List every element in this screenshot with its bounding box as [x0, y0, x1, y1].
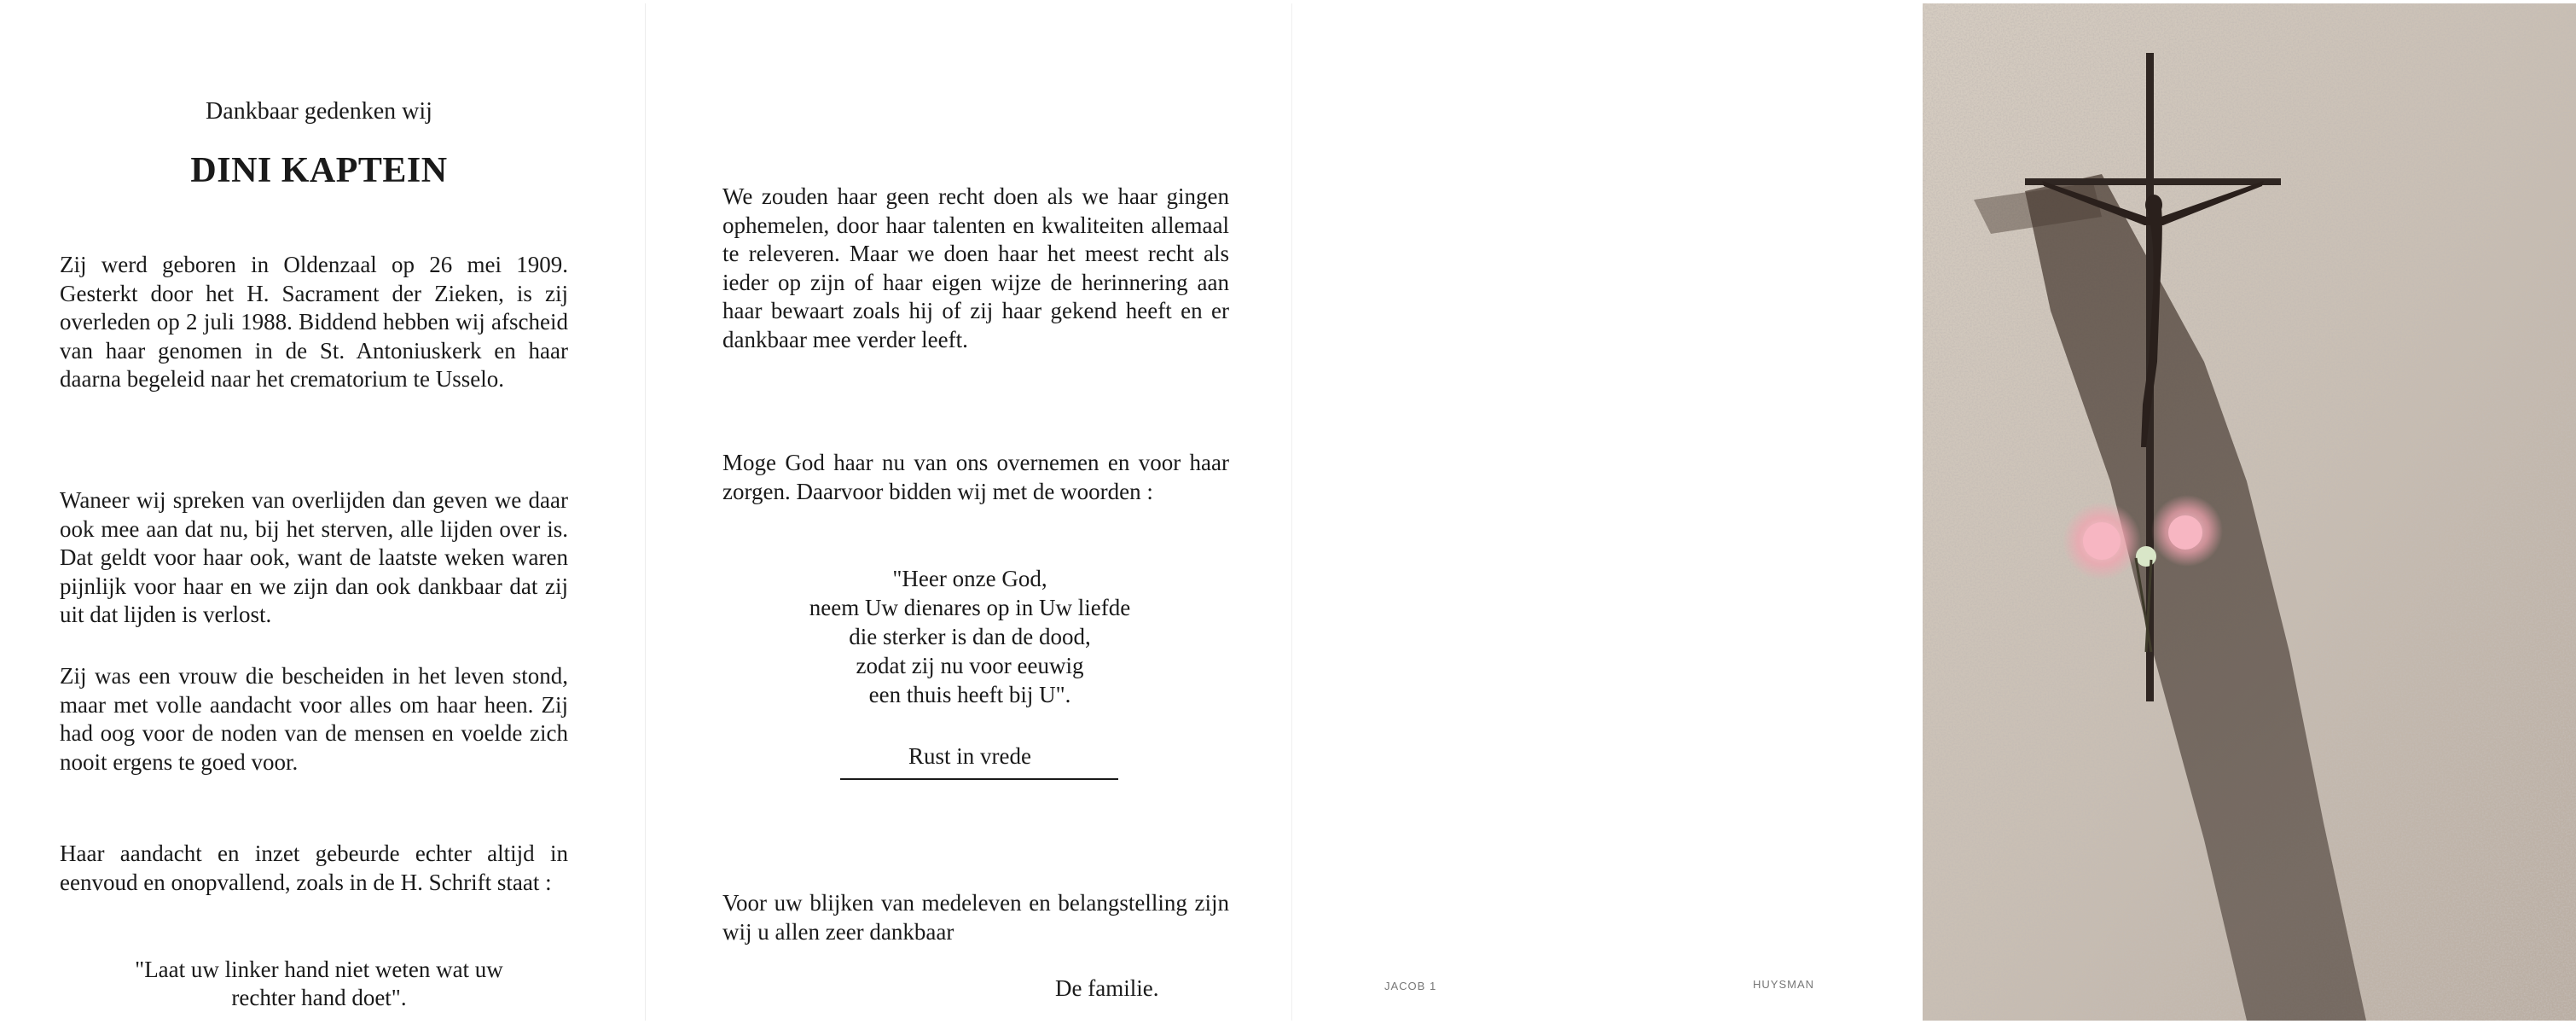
- prayer-line-3: die sterker is dan de dood,: [849, 624, 1091, 649]
- suffering-paragraph: Waneer wij spreken van overlijden dan geven we daar ook mee aan dat nu, bij het sterven, alle lijden over is. Dat geldt voor haar ook, want de laatste weken waren pijnlijk voor haar en we zijn dan ook dankbaar dat zij uit dat lijden is verlost.: [60, 487, 568, 627]
- card-panel-blank: [1291, 3, 1920, 1021]
- devotion-paragraph: Haar aandacht en inzet gebeurde echter altijd in eenvoud en onopvallend, zoals in de H. Schrift staat :: [60, 841, 568, 895]
- biography-paragraph: Zij werd geboren in Oldenzaal op 26 mei 1909. Gesterkt door het H. Sacrament der Zieken, is zij overleden op 2 juli 1988. Biddend hebben wij afscheid van haar genomen in de St. Antoniuskerk en haar daarna begeleid naar het crematorium te Usselo.: [60, 252, 568, 392]
- prayer-line-4: zodat zij nu voor eeuwig: [856, 653, 1084, 678]
- prayer-line-2: neem Uw dienares op in Uw liefde: [809, 595, 1131, 620]
- remembrance-paragraph: We zouden haar geen recht doen als we haar gingen ophemelen, door haar talenten en kwaliteiten allemaal te releveren. Maar we doen haar het meest recht als ieder op zijn of haar eigen wijze de herinnering aan haar bewaart zoals hij of zij haar gekend heeft en er dankbaar mee verder leeft.: [722, 183, 1229, 352]
- prayer-line-1: "Heer onze God,: [892, 566, 1047, 591]
- deceased-name: DINI KAPTEIN: [190, 151, 448, 190]
- family-signature: De familie.: [1055, 975, 1159, 1001]
- photo-credit-left: JACOB 1: [1384, 980, 1437, 992]
- crucifix-with-carnations-image: [1923, 3, 2576, 1021]
- card-panel-left: [3, 3, 641, 1021]
- photo-credit-right: HUYSMAN: [1753, 978, 1815, 991]
- scripture-quote-line-1: "Laat uw linker hand niet weten wat uw: [135, 957, 503, 982]
- thanks-paragraph: Voor uw blijken van medeleven en belangstelling zijn wij u allen zeer dankbaar: [722, 890, 1229, 945]
- rest-in-peace: Rust in vrede: [908, 743, 1031, 769]
- rest-underline: [840, 778, 1118, 780]
- scripture-quote-line-2: rechter hand doet".: [231, 985, 407, 1010]
- card-panel-middle: [645, 3, 1289, 1021]
- intro-line: Dankbaar gedenken wij: [206, 98, 432, 125]
- prayer-intro-paragraph: Moge God haar nu van ons overnemen en voor haar zorgen. Daarvoor bidden wij met de woorden :: [722, 450, 1229, 504]
- prayer-line-5: een thuis heeft bij U".: [868, 682, 1071, 707]
- character-paragraph: Zij was een vrouw die bescheiden in het leven stond, maar met volle aandacht voor alles om haar heen. Zij had oog voor de noden van de mensen en voelde zich nooit ergens te goed voor.: [60, 663, 568, 775]
- crucifix-photo: [1923, 3, 2576, 1021]
